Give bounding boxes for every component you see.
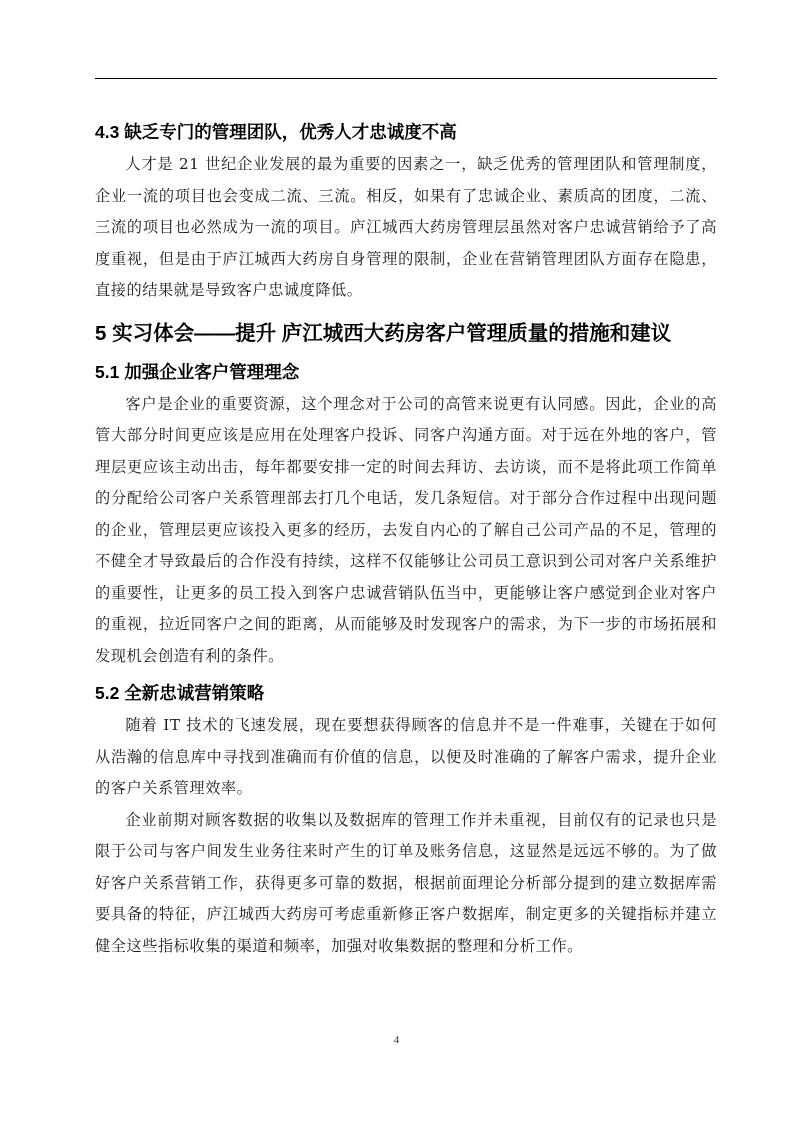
header-rule [95,78,717,79]
section-heading-4-3: 4.3 缺乏专门的管理团队，优秀人才忠诚度不高 [95,122,457,142]
chapter-heading-5: 5 实习体会——提升 庐江城西大药房客户管理质量的措施和建议 [95,321,672,345]
paragraph: 人才是 21 世纪企业发展的最为重要的因素之一，缺乏优秀的管理团队和管理制度，企业一流的项目也会变成二流、三流。相反，如果有了忠诚企业、素质高的团度，二流、三流的项目也必然成为一流的项目。庐江城西大药房管理层虽然对客户忠诚营销给予了高度重视，但是由于庐江城西大药房自身管理的限制，企业在营销管理团队方面存在隐患，直接的结果就是导致客户忠诚度降低。 [95,155,717,299]
page-content [95,115,717,962]
paragraph: 客户是企业的重要资源，这个理念对于公司的高管来说更有认同感。因此，企业的高管大部分时间更应该是应用在处理客户投诉、同客户沟通方面。对于远在外地的客户，管理层更应该主动出击，每年都要安排一定的时间去拜访、去访谈，而不是将此项工作简单的分配给公司客户关系管理部去打几个电话，发几条短信。对于部分合作过程中出现问题的企业，管理层更应该投入更多的经历，去发自内心的了解自己公司产品的不足，管理的不健全才导致最后的合作没有持续，这样不仅能够让公司员工意识到公司对客户关系维护的重要性，让更多的员工投入到客户忠诚营销队伍当中，更能够让客户感觉到企业对客户的重视，拉近同客户之间的距离，从而能够及时发现客户的需求，为下一步的市场拓展和发现机会创造有利的条件。 [95,394,717,665]
paragraph: 随着 IT 技术的飞速发展，现在要想获得顾客的信息并不是一件难事，关键在于如何从浩瀚的信息库中寻找到准确而有价值的信息，以便及时准确的了解客户需求，提升企业的客户关系管理效率。 [95,716,717,797]
section-heading-5-1: 5.1 加强企业客户管理理念 [95,361,300,382]
paragraph: 企业前期对顾客数据的收集以及数据库的管理工作并未重视，目前仅有的记录也只是限于公司与客户间发生业务往来时产生的订单及账务信息，这显然是远远不够的。为了做好客户关系营销工作，获得更多可靠的数据，根据前面理论分析部分提到的建立数据库需要具备的特征，庐江城西大药房可考虑重新修正客户数据库，制定更多的关键指标并建立健全这些指标收集的渠道和频率，加强对收集数据的整理和分析工作。 [95,810,717,955]
page-number: 4 [393,1034,400,1046]
section-heading-5-2: 5.2 全新忠诚营销策略 [95,683,265,703]
